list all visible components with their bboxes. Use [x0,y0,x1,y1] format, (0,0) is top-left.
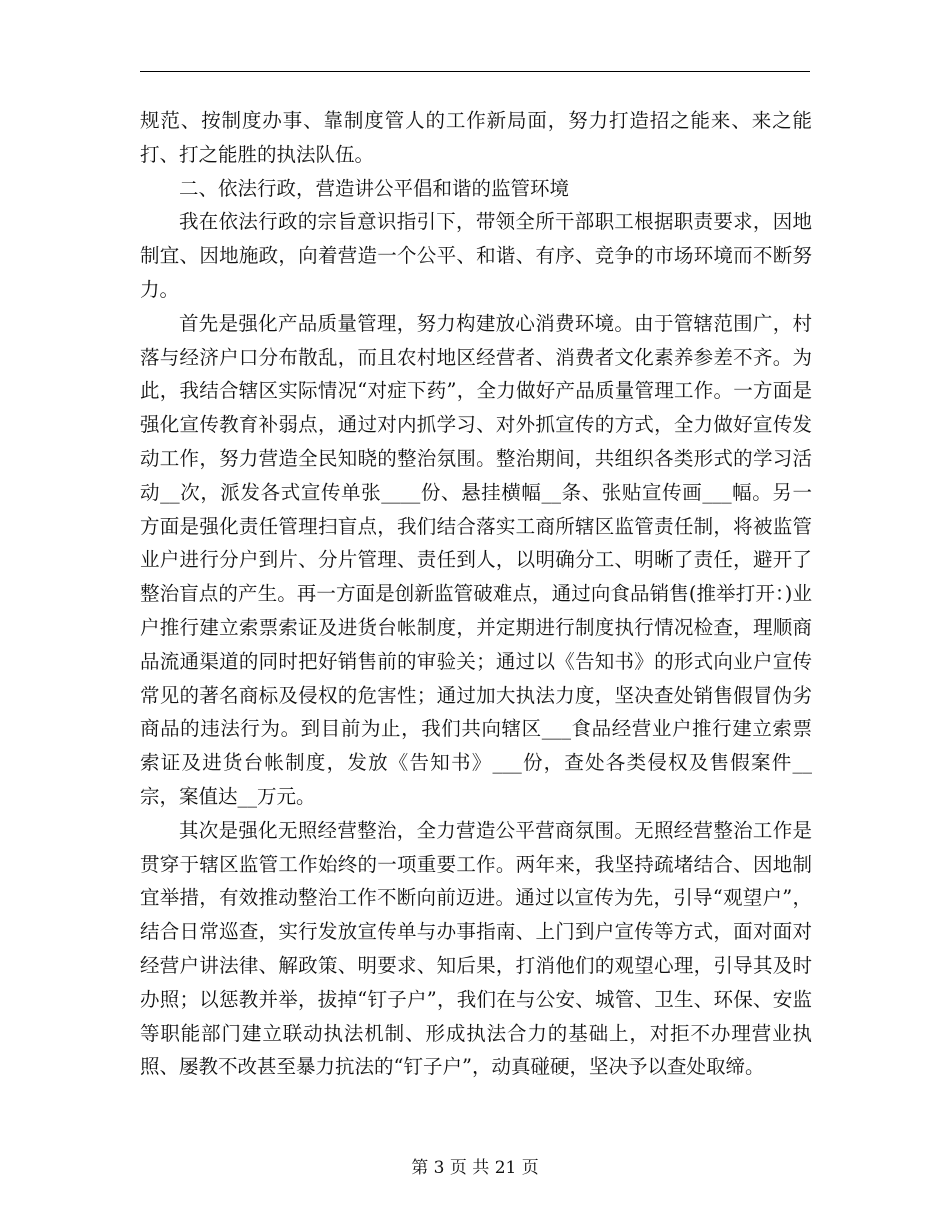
paragraph-1: 规范、按制度办事、靠制度管人的工作新局面，努力打造招之能来、来之能打、打之能胜的执法队伍。 [140,109,812,166]
paragraph-2: 我在依法行政的宗旨意识指引下，带领全所干部职工根据职责要求，因地制宜、因地施政，向着营造一个公平、和谐、有序、竞争的市场环境而不断努力。 [140,210,812,301]
document-body [140,104,812,1084]
page-number: 第 3 页 共 21 页 [411,1158,539,1178]
section-heading: 二、依法行政，营造讲公平倡和谐的监管环境 [179,176,570,200]
header-rule [140,71,810,72]
paragraph-4: 其次是强化无照经营整治，全力营造公平营商氛围。无照经营整治工作是贯穿于辖区监管工作始终的一项重要工作。两年来，我坚持疏堵结合、因地制宜举措，有效推动整治工作不断向前迈进。通过以宣传为先，引导“观望户”，结合日常巡查，实行发放宣传单与办事指南、上门到户宣传等方式，面对面对经营户讲法律、解政策、明要求、知后果，打消他们的观望心理，引导其及时办照；以惩教并举，拔掉“钉子户”，我们在与公安、城管、卫生、环保、安监等职能部门建立联动执法机制、形成执法合力的基础上，对拒不办理营业执照、屡教不改甚至暴力抗法的“钉子户”，动真碰硬，坚决予以查处取缔。 [140,818,812,1079]
paragraph-3: 首先是强化产品质量管理，努力构建放心消费环境。由于管辖范围广，村落与经济户口分布散乱，而且农村地区经营者、消费者文化素养参差不齐。为此，我结合辖区实际情况“对症下药”，全力做好产品质量管理工作。一方面是强化宣传教育补弱点，通过对内抓学习、对外抓宣传的方式，全力做好宣传发动工作，努力营造全民知晓的整治氛围。整治期间，共组织各类形式的学习活动__次，派发各式宣传单张____份、悬挂横幅__条、张贴宣传画___幅。另一方面是强化责任管理扫盲点，我们结合落实工商所辖区监管责任制，将被监管业户进行分户到片、分片管理、责任到人，以明确分工、明晰了责任，避开了整治盲点的产生。再一方面是创新监管破难点，通过向食品销售(推举打开：)业户推行建立索票索证及进货台帐制度，并定期进行制度执行情况检查，理顺商品流通渠道的同时把好销售前的审验关；通过以《告知书》的形式向业户宣传常见的著名商标及侵权的危害性；通过加大执法力度，坚决查处销售假冒伪劣商品的违法行为。到目前为止，我们共向辖区___食品经营业户推行建立索票索证及进货台帐制度，发放《告知书》___份，查处各类侵权及售假案件__宗，案值达__万元。 [140,311,812,808]
